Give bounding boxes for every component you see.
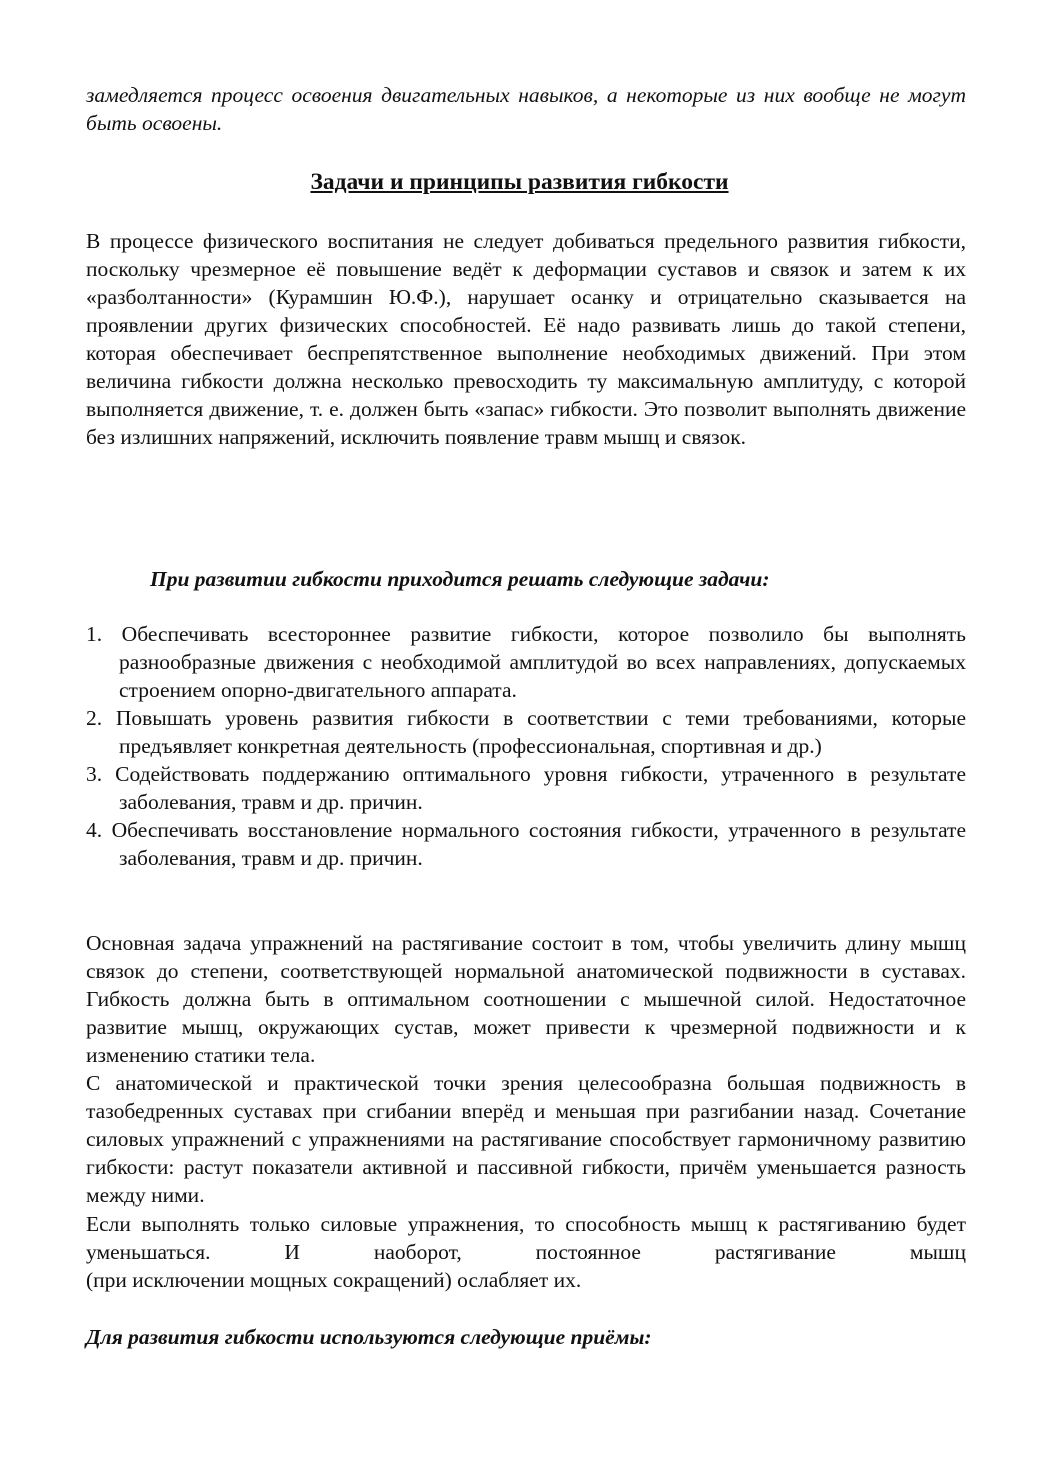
paragraph-line: Если выполнять только силовые упражнения, то способность мышц к растягиванию будет уменьшаться. И наоборот, постоянное растягивание мышц <box>86 1212 966 1264</box>
list-item: 4. Обеспечивать восстановление нормального состояния гибкости, утраченного в результате заболевания, травм и др. причин. <box>86 818 966 870</box>
list-item: 3. Содействовать поддержанию оптимального уровня гибкости, утраченного в результате заболевания, травм и др. причин. <box>86 762 966 814</box>
intro-paragraph: замедляется процесс освоения двигательных навыков, а некоторые из них вообще не могут быть освоены. <box>86 83 966 135</box>
paragraph-stretching-task: Основная задача упражнений на растягивание состоит в том, чтобы увеличить длину мышц связок до степени, соответствующей нормальной анатомической подвижности в суставах. Гибкость должна быть в оптимальном соотношении с мышечной силой. Недостаточное развитие мышц, окружающих сустав, может привести к чрезмерной подвижности и к изменению статики тела. <box>86 931 966 1067</box>
list-item: 2. Повышать уровень развития гибкости в соответствии с теми требованиями, которые предъявляет конкретная деятельность (профессиональная, спортивная и др.) <box>86 706 966 758</box>
paragraph-flexibility-principles: В процессе физического воспитания не следует добиваться предельного развития гибкости, поскольку чрезмерное её повышение ведёт к деформации суставов и связок и затем к их «разболтанности» (Курамшин Ю.Ф.), нарушает осанку и отрицательно сказывается на проявлении других физических способностей. Её надо развивать лишь до такой степени, которая обеспечивает беспрепятственное выполнение необходимых движений. При этом величина гибкости должна несколько превосходить ту максимальную амплитуду, с которой выполняется движение, т. е. должен быть «запас» гибкости. Это позволит выполнять движение без излишних напряжений, исключить появление травм мышц и связок. <box>86 229 966 449</box>
methods-heading: Для развития гибкости используются следующие приёмы: <box>86 1325 652 1349</box>
tasks-heading: При развитии гибкости приходится решать следующие задачи: <box>150 567 770 591</box>
section-heading: Задачи и принципы развития гибкости <box>310 169 729 195</box>
tasks-list <box>86 620 966 872</box>
paragraph-line: (при исключении мощных сокращений) ослабляет их. <box>86 1268 582 1292</box>
paragraph-anatomical-view: С анатомической и практической точки зрения целесообразна большая подвижность в тазобедренных суставах при сгибании вперёд и меньшая при разгибании назад. Сочетание силовых упражнений с упражнениями на растягивание способствует гармоничному развитию гибкости: растут показатели активной и пассивной гибкости, причём уменьшается разность между ними. <box>86 1071 966 1207</box>
paragraph-strength-exercises <box>86 1210 966 1294</box>
list-item: 1. Обеспечивать всестороннее развитие гибкости, которое позволило бы выполнять разнообразные движения с необходимой амплитудой во всех направлениях, допускаемых строением опорно-двигательного аппарата. <box>86 622 966 702</box>
